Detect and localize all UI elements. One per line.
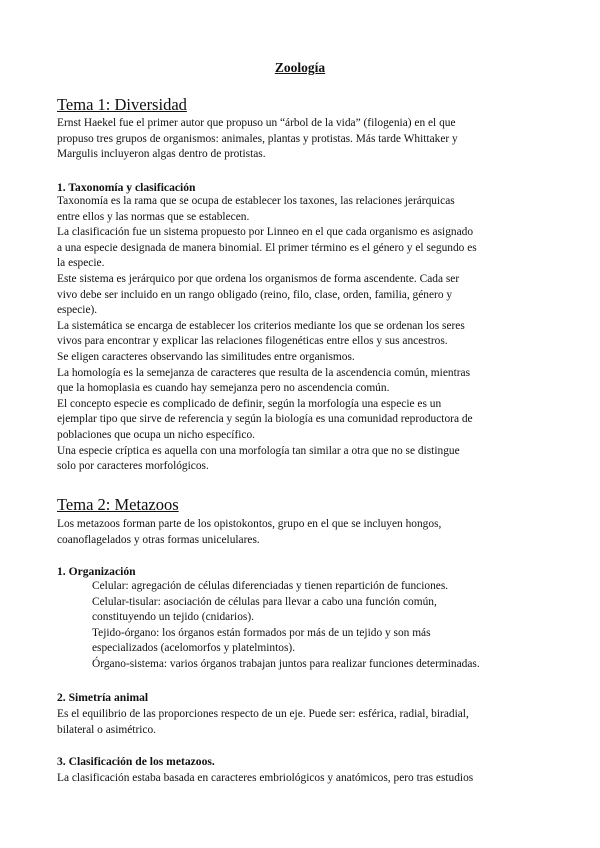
document-title: Zoología	[274, 60, 326, 75]
text-line: Una especie críptica es aquella con una morfología tan similar a otra que no se distingue	[57, 444, 460, 457]
tema2-section2-heading: 2. Simetría animal	[57, 691, 149, 704]
text-line: La homología es la semejanza de caracteres que resulta de la ascendencia común, mientras	[57, 366, 471, 379]
text-line: Celular-tisular: asociación de células para llevar a cabo una función común,	[92, 595, 437, 608]
tema2-heading: Tema 2: Metazoos	[57, 495, 179, 514]
text-line: especie).	[57, 304, 98, 317]
tema2-section1-heading: 1. Organización	[57, 565, 136, 578]
text-line: constituyendo un tejido (cnidarios).	[92, 611, 254, 624]
text-line: solo por caracteres morfológicos.	[57, 460, 209, 473]
text-line: entre ellos y las normas que se establecen.	[57, 210, 250, 223]
tema2-section3-body	[57, 771, 547, 787]
tema1-section1-body	[57, 194, 547, 475]
text-line: Se eligen caracteres observando las similitudes entre organismos.	[57, 350, 355, 363]
text-line: poblaciones que ocupa un nicho específico.	[57, 428, 256, 441]
text-line: que la homoplasia es cuando hay semejanza pero no ascendencia común.	[57, 382, 390, 395]
text-line: vivo debe ser incluido en un rango obligado (reino, filo, clase, orden, familia, género y	[57, 288, 453, 301]
text-line: propuso tres grupos de organismos: animales, plantas y protistas. Más tarde Whittaker y	[57, 132, 458, 145]
text-line: El concepto especie es complicado de definir, según la morfología una especie es un	[57, 397, 442, 410]
text-line: Órgano-sistema: varios órganos trabajan juntos para realizar funciones determinadas.	[92, 657, 480, 670]
tema1-heading: Tema 1: Diversidad	[57, 95, 187, 114]
text-line: Taxonomía es la rama que se ocupa de establecer los taxones, las relaciones jerárquicas	[57, 195, 455, 207]
text-line: La clasificación estaba basada en caracteres embriológicos y anatómicos, pero tras estudios	[57, 772, 474, 784]
tema2-section1-body	[92, 579, 552, 673]
text-line: La sistemática se encarga de establecer los criterios mediante los que se ordenan los seres	[57, 319, 465, 332]
text-line: Tejido-órgano: los órganos están formados por más de un tejido y son más	[92, 626, 431, 639]
text-line: Es el equilibrio de las proporciones respecto de un eje. Puede ser: esférica, radial, biradial,	[57, 708, 469, 720]
tema1-intro	[57, 116, 547, 163]
text-line: vivos para encontrar y explicar las relaciones filogenéticas entre ellos y sus ancestros.	[57, 335, 448, 348]
text-line: a una especie designada de manera binomial. El primer término es el género y el segundo es	[57, 241, 477, 254]
text-line: La clasificación fue un sistema propuesto por Linneo en el que cada organismo es asignado	[57, 226, 474, 239]
tema1-section1-heading: 1. Taxonomía y clasificación	[57, 181, 196, 194]
text-line: Los metazoos forman parte de los opistokontos, grupo en el que se incluyen hongos,	[57, 518, 442, 530]
text-line: la especie.	[57, 257, 105, 270]
tema2-intro	[57, 517, 547, 548]
tema2-section2-body	[57, 707, 547, 738]
text-line: especializados (acelomorfos y platelmintos).	[92, 642, 296, 655]
tema2-section3-heading: 3. Clasificación de los metazoos.	[57, 755, 215, 768]
text-line: Ernst Haekel fue el primer autor que propuso un “árbol de la vida” (filogenia) en el que	[57, 117, 456, 129]
text-line: bilateral o asimétrico.	[57, 723, 156, 736]
text-line: Celular: agregación de células diferenciadas y tienen repartición de funciones.	[92, 580, 449, 592]
text-line: coanoflagelados y otras formas unicelulares.	[57, 533, 260, 546]
text-line: ejemplar tipo que sirve de referencia y según la biología es una comunidad reproductora de	[57, 413, 473, 426]
text-line: Margulis incluyeron algas dentro de protistas.	[57, 148, 266, 161]
text-line: Este sistema es jerárquico por que ordena los organismos de forma ascendente. Cada ser	[57, 272, 460, 285]
